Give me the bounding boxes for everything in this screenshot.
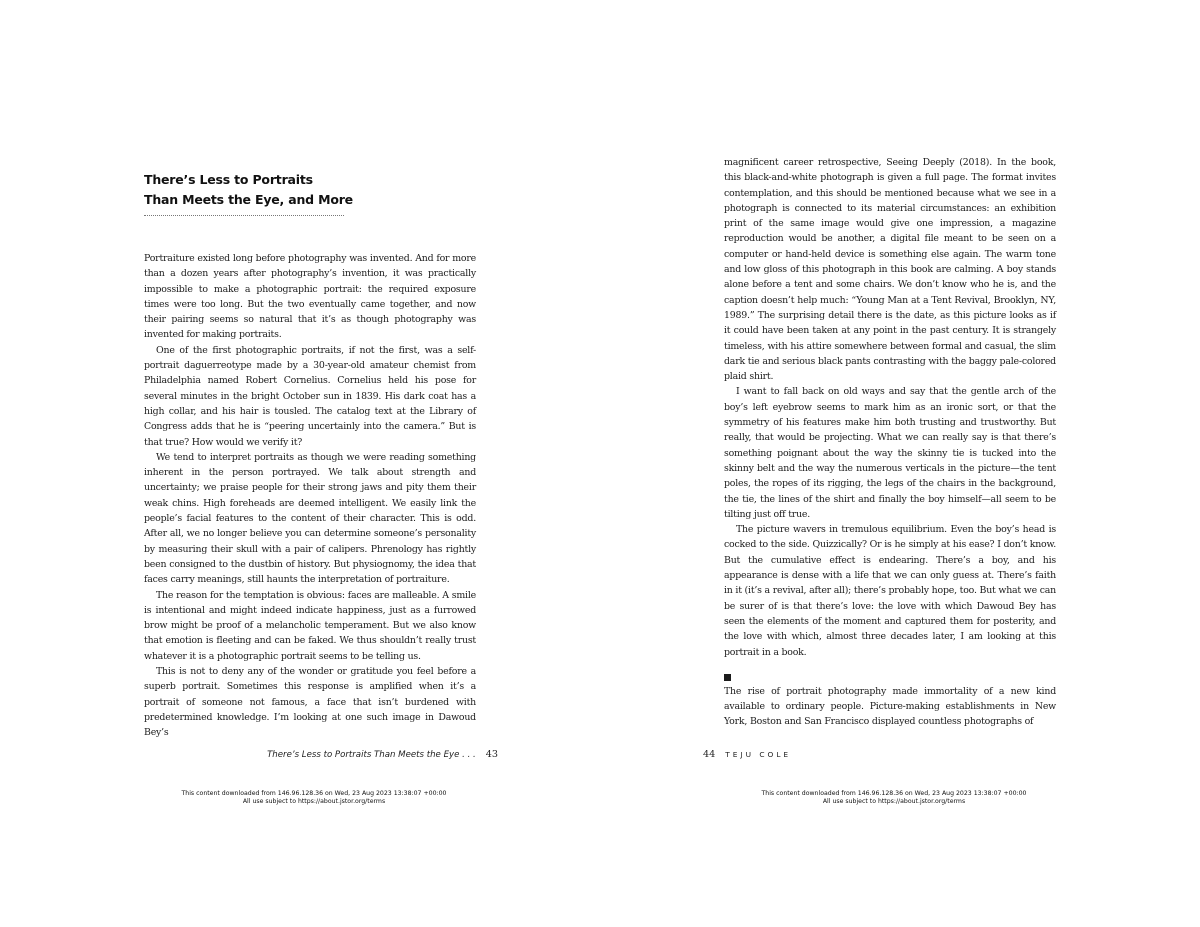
author-name: TEJU COLE bbox=[725, 750, 792, 759]
download-notice-line: This content downloaded from 146.96.128.36 on Wed, 23 Aug 2023 13:38:07 +00:00 bbox=[761, 790, 1027, 797]
chapter-title bbox=[144, 170, 404, 210]
terms-notice-line: All use subject to https://about.jstor.org/terms bbox=[822, 798, 966, 806]
download-notice bbox=[134, 790, 494, 807]
paragraph: We tend to interpret portraits as though we were reading something inherent in the person portrayed. We talk about strength and uncertainty; we praise people for their strong jaws and pity them their weak chins. High foreheads are deemed intelligent. We easily link the people’s facial features to the content of their character. This is odd. After all, we no longer believe you can determine someone’s personality by measuring their skull with a pair of calipers. Phrenology has rightly been consigned to the dustbin of history. But physiognomy, the idea that faces carry meanings, still haunts the interpretation of portraiture. bbox=[144, 451, 476, 586]
section-break-square-icon bbox=[724, 674, 731, 681]
chapter-title-line-2: Than Meets the Eye, and More bbox=[144, 192, 353, 207]
chapter-title-line-1: There’s Less to Portraits bbox=[144, 172, 313, 187]
page-number: 43 bbox=[485, 749, 498, 760]
running-title: There’s Less to Portraits Than Meets the Eye . . . bbox=[267, 750, 476, 760]
running-footer bbox=[256, 749, 498, 760]
right-page bbox=[600, 0, 1200, 927]
right-body-text bbox=[724, 155, 1056, 730]
page-number: 44 bbox=[703, 749, 716, 760]
paragraph: I want to fall back on old ways and say that the gentle arch of the boy’s left eyebrow seems to mark him as an ironic sort, or that the symmetry of his features make him both trusting and trustworthy. But really, that would be projecting. What we can really say is that there’s something poignant about the way the skinny tie is tucked into the skinny belt and the way the numerous verticals in the picture—the tent poles, the ropes of its rigging, the legs of the chairs in the background, the tie, the lines of the shirt and finally the boy himself—all seem to be tilting just off true. bbox=[724, 386, 1056, 520]
paragraph: One of the first photographic portraits, if not the first, was a self-portrait daguerreotype made by a 30-year-old amateur chemist from Philadelphia named Robert Cornelius. Cornelius held his pose for several minutes in the bright October sun in 1839. His dark coat has a high collar, and his hair is tousled. The catalog text at the Library of Congress adds that he is “peering uncertainly into the camera.” But is that true? How would we verify it? bbox=[144, 344, 476, 448]
paragraph: Portraiture existed long before photography was invented. And for more than a dozen years after photography’s invention, it was practically impossible to make a photographic portrait: the required exposure times were too long. But the two eventually came together, and now their pairing seems so natural that it’s as though photography was invented for making portraits. bbox=[144, 253, 476, 341]
paragraph: This is not to deny any of the wonder or gratitude you feel before a superb portrait. Sometimes this response is amplified when it’s a portrait of someone not famous, a face that isn’t burdened with predetermined knowledge. I’m looking at one such image in Dawoud Bey’s bbox=[144, 666, 476, 739]
running-footer bbox=[703, 749, 791, 760]
paragraph: The rise of portrait photography made immortality of a new kind available to ordinary people. Picture-making establishments in New York, Boston and San Francisco displayed countless photographs of bbox=[724, 685, 1056, 728]
left-body-text bbox=[144, 251, 476, 741]
paragraph: magnificent career retrospective, Seeing Deeply (2018). In the book, this black-and-white photograph is given a full page. The format invites contemplation, and this should be mentioned because what we see in a photograph is connected to its material circumstances: an exhibition print of the same image would give one impression, a magazine reproduction would be another, a digital file meant to be seen on a computer or hand-held device is something else again. The warm tone and low gloss of this photograph in this book are calming. A boy stands alone before a tent and some chairs. We don’t know who he is, and the caption doesn’t help much: “Young Man at a Tent Revival, Brooklyn, NY, 1989.” The surprising detail there is the date, as this picture looks as if it could have been taken at any point in the past century. It is strangely timeless, with his attire somewhere between formal and casual, the slim dark tie and serious black pants contrasting with the baggy pale-colored plaid shirt. bbox=[724, 157, 1056, 383]
download-notice bbox=[714, 790, 1074, 807]
paragraph: The picture wavers in tremulous equilibrium. Even the boy’s head is cocked to the side. Quizzically? Or is he simply at his ease? I don’t know. But the cumulative effect is endearing. There’s a boy, and his appearance is dense with a life that we can only guess at. There’s faith in it (it’s a revival, after all); there’s probably hope, too. But what we can be surer of is that there’s love: the love with which Dawoud Bey has seen the elements of the moment and captured them for posterity, and the love with which, almost three decades later, I am looking at this portrait in a book. bbox=[724, 524, 1057, 658]
terms-notice-line: All use subject to https://about.jstor.org/terms bbox=[242, 798, 386, 806]
paragraph: The reason for the temptation is obvious: faces are malleable. A smile is intentional and might indeed indicate happiness, just as a furrowed brow might be proof of a melancholic temperament. But we also know that emotion is fleeting and can be faked. We thus shouldn’t really trust whatever it is a photographic portrait seems to be telling us. bbox=[144, 589, 476, 662]
download-notice-line: This content downloaded from 146.96.128.36 on Wed, 23 Aug 2023 13:38:07 +00:00 bbox=[181, 790, 447, 797]
title-dotted-rule bbox=[144, 215, 344, 216]
